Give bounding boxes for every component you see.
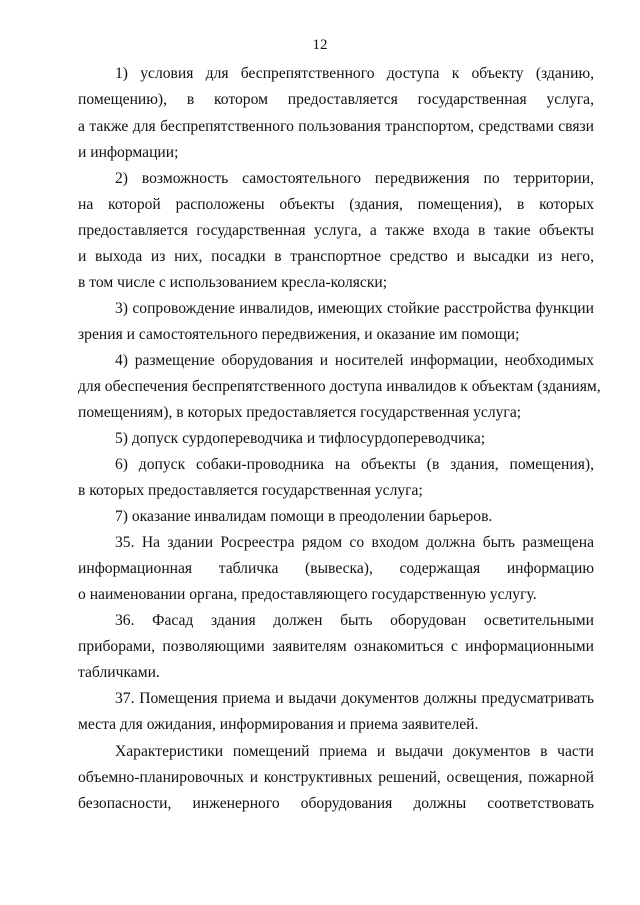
text-line: и выхода из них, посадки в транспортное средство и высадки из него,: [78, 248, 594, 265]
text-line: в том числе с использованием кресла-коляски;: [78, 274, 388, 291]
text-line: помещениям), в которых предоставляется государственная услуга;: [78, 404, 522, 421]
text-line: 7) оказание инвалидам помощи в преодолении барьеров.: [115, 508, 493, 525]
text-line: 5) допуск сурдопереводчика и тифлосурдопереводчика;: [115, 430, 486, 447]
text-line: 4) размещение оборудования и носителей информации, необходимых: [115, 352, 594, 369]
text-line: и информации;: [78, 144, 179, 161]
page-number: 12: [312, 37, 328, 53]
text-line: 3) сопровождение инвалидов, имеющих стойкие расстройства функции: [115, 300, 594, 317]
text-line: 6) допуск собаки-проводника на объекты (в здания, помещения),: [115, 456, 594, 473]
text-line: места для ожидания, информирования и приема заявителей.: [78, 716, 479, 733]
text-line: зрения и самостоятельного передвижения, и оказание им помощи;: [78, 326, 520, 343]
text-line: на которой расположены объекты (здания, помещения), в которых: [78, 196, 594, 213]
text-line: информационная табличка (вывеска), содержащая информацию: [78, 560, 594, 577]
text-line: предоставляется государственная услуга, а также входа в такие объекты: [78, 222, 594, 239]
text-line: помещению), в котором предоставляется государственная услуга,: [78, 91, 594, 108]
text-line: безопасности, инженерного оборудования должны соответствовать: [78, 795, 594, 812]
text-line: 35. На здании Росреестра рядом со входом должна быть размещена: [115, 534, 594, 551]
text-line: объемно-планировочных и конструктивных решений, освещения, пожарной: [78, 769, 594, 786]
text-line: а также для беспрепятственного пользования транспортом, средствами связи: [78, 118, 594, 135]
text-line: табличками.: [78, 664, 160, 681]
text-line: 2) возможность самостоятельного передвижения по территории,: [115, 170, 594, 187]
text-line: 1) условия для беспрепятственного доступа к объекту (зданию,: [115, 65, 594, 82]
text-line: приборами, позволяющими заявителям ознакомиться с информационными: [78, 638, 594, 655]
text-line: в которых предоставляется государственная услуга;: [78, 482, 423, 499]
text-line: о наименовании органа, предоставляющего государственную услугу.: [78, 586, 537, 603]
text-line: 37. Помещения приема и выдачи документов должны предусматривать: [115, 690, 594, 707]
text-line: 36. Фасад здания должен быть оборудован осветительными: [115, 612, 594, 629]
text-line: для обеспечения беспрепятственного доступа инвалидов к объектам (зданиям,: [78, 378, 601, 395]
text-line: Характеристики помещений приема и выдачи документов в части: [115, 743, 594, 760]
